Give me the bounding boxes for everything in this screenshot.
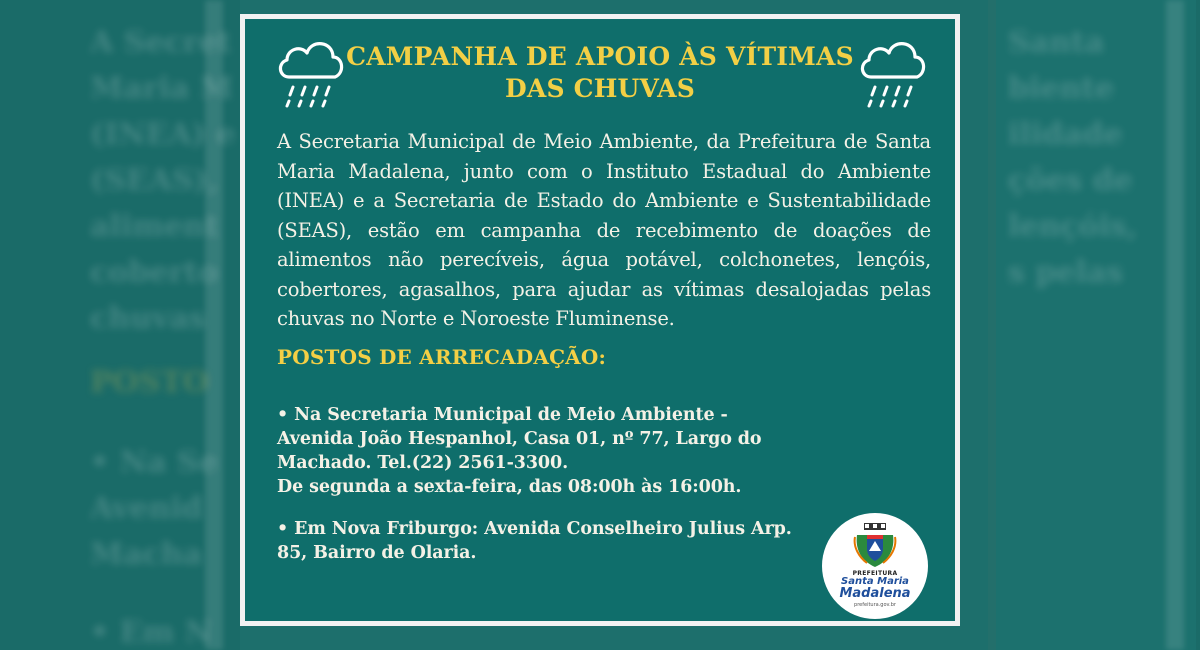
logo-text-madalena: Madalena <box>839 586 911 601</box>
prefeitura-logo <box>822 513 928 619</box>
collection-point-1: • Na Secretaria Municipal de Meio Ambiente - Avenida João Hespanhol, Casa 01, nº 77, Largo do Machado. Tel.(22) 2561-3300. De segunda a sexta-feira, das 08:00h às 16:00h. <box>277 405 762 497</box>
background-blur-text: aliment <box>90 209 219 244</box>
background-blur-text: (SEAS), <box>90 163 219 198</box>
background-blur-text: • Na Se <box>90 445 218 480</box>
logo-text-santa-maria: Santa Maria <box>841 576 909 587</box>
background-blur-text: s pelas <box>1008 255 1124 290</box>
background-blur-text: Macha <box>90 537 203 572</box>
background-blur-text: ilidade <box>1008 117 1123 152</box>
campaign-description: A Secretaria Municipal de Meio Ambiente, da Prefeitura de Santa Maria Madalena, junto com o Instituto Estadual do Ambiente (INEA) e a Secretaria de Estado do Ambiente e Sustentabilidade (SEAS), estão em campanha de recebimento de doações de alimentos não perecíveis, água potável, colchonetes, lençóis, cobertores, agasalhos, para ajudar as vítimas desalojadas pelas chuvas no Norte e Noroeste Fluminense. <box>277 130 931 330</box>
background-blur-text: Santa <box>1008 25 1105 60</box>
background-blur-border <box>205 0 223 650</box>
rain-cloud-icon <box>857 33 929 113</box>
campaign-title-line2: DAS CHUVAS <box>504 74 696 103</box>
background-blur-text: Maria M <box>90 71 233 106</box>
background-left <box>0 0 240 650</box>
background-blur-text: • Em N <box>90 615 213 650</box>
background-blur-text: Avenid <box>90 491 203 526</box>
logo-text-url: prefeitura.gov.br <box>854 602 896 608</box>
background-blur-text: (INEA) e <box>90 117 236 152</box>
campaign-title-line1: CAMPANHA DE APOIO ÀS VÍTIMAS <box>346 42 854 71</box>
collection-points-heading: POSTOS DE ARRECADAÇÃO: <box>277 345 607 369</box>
background-blur-text: ções de <box>1008 163 1133 198</box>
background-blur-text: lençóis, <box>1008 209 1138 244</box>
background-blur-border <box>1166 0 1184 650</box>
background-blur-text: POSTO <box>90 365 209 400</box>
background-blur-text: A Secret <box>90 25 232 60</box>
background-blur-text: coberto <box>90 255 219 290</box>
campaign-title <box>245 41 955 105</box>
coat-of-arms-icon <box>853 523 897 569</box>
collection-point-2: • Em Nova Friburgo: Avenida Conselheiro Julius Arp. 85, Bairro de Olaria. <box>277 519 792 563</box>
background-blur-text: chuvas <box>90 301 206 336</box>
logo-text-prefeitura: PREFEITURA <box>852 570 898 577</box>
campaign-poster <box>240 14 960 626</box>
background-blur-text: biente <box>1008 71 1115 106</box>
background-right <box>988 0 1200 650</box>
